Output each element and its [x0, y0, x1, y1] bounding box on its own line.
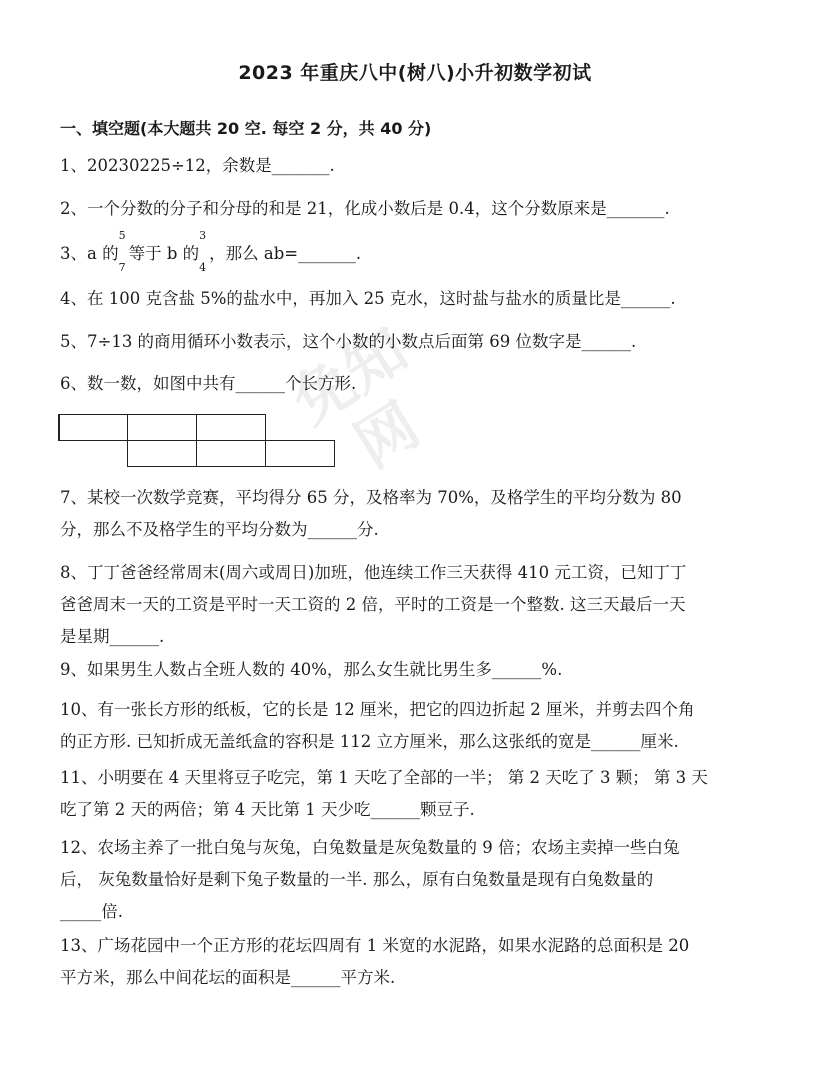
- fraction-denominator: 7: [118, 261, 126, 274]
- figure-cell: [196, 440, 266, 467]
- figure-cell: [265, 440, 335, 467]
- fraction-numerator: 3: [199, 229, 207, 242]
- figure-cell: [127, 414, 197, 441]
- question-3-text: [60, 229, 772, 274]
- question-11-line-2: 吃了第 2 天的两倍；第 4 天比第 1 天少吃______颗豆子.: [60, 800, 475, 819]
- fraction-numerator: 5: [118, 229, 126, 242]
- question-13-line-1: 13、广场花园中一个正方形的花坛四周有 1 米宽的水泥路，如果水泥路的总面积是 20: [60, 936, 690, 955]
- question-3-mid: 等于 b 的: [128, 244, 200, 263]
- figure-cell: [58, 414, 128, 441]
- question-2-text: 2、一个分数的分子和分母的和是 21，化成小数后是 0.4，这个分数原来是_______.: [60, 199, 670, 218]
- fraction-denominator: 4: [199, 261, 207, 274]
- question-11: [60, 762, 772, 826]
- question-7: [60, 482, 772, 546]
- question-9: [60, 654, 772, 686]
- question-8: [60, 557, 772, 653]
- question-3: [60, 229, 772, 274]
- fraction-3-4: [199, 229, 209, 274]
- watermark: 免知网: [280, 314, 432, 482]
- question-13-line-2: 平方米，那么中间花坛的面积是______平方米.: [60, 968, 396, 987]
- question-4-text: 4、在 100 克含盐 5%的盐水中，再加入 25 克水，这时盐与盐水的质量比是______.: [60, 289, 676, 308]
- figure-cell: [127, 440, 197, 467]
- question-10-line-2: 的正方形. 已知折成无盖纸盒的容积是 112 立方厘米，那么这张纸的宽是______厘米.: [60, 732, 679, 751]
- question-12-line-3: _____倍.: [60, 902, 123, 921]
- question-8-line-1: 8、丁丁爸爸经常周末(周六或周日)加班，他连续工作三天获得 410 元工资，已知丁丁: [60, 563, 687, 582]
- question-6: [60, 368, 772, 400]
- question-6-text: 6、数一数，如图中共有______个长方形.: [60, 374, 357, 393]
- figure-cell: [196, 414, 266, 441]
- question-7-line-2: 分，那么不及格学生的平均分数为______分.: [60, 520, 379, 539]
- question-11-line-1: 11、小明要在 4 天里将豆子吃完，第 1 天吃了全部的一半； 第 2 天吃了 3 颗； 第 3 天: [60, 768, 708, 787]
- rectangle-figure: [58, 414, 340, 470]
- question-10: [60, 694, 772, 758]
- question-3-prefix: 3、a 的: [60, 244, 119, 263]
- question-8-line-2: 爸爸周末一天的工资是平时一天工资的 2 倍，平时的工资是一个整数. 这三天最后一天: [60, 595, 686, 614]
- question-10-line-1: 10、有一张长方形的纸板，它的长是 12 厘米，把它的四边折起 2 厘米，并剪去四个角: [60, 700, 695, 719]
- question-1: [60, 150, 772, 182]
- question-7-line-1: 7、某校一次数学竞赛，平均得分 65 分，及格率为 70%，及格学生的平均分数为 80: [60, 488, 682, 507]
- question-9-text: 9、如果男生人数占全班人数的 40%，那么女生就比男生多______%.: [60, 660, 563, 679]
- question-1-text: 1、20230225÷12，余数是_______.: [60, 156, 335, 175]
- question-5-text: 5、7÷13 的商用循环小数表示，这个小数的小数点后面第 69 位数字是______.: [60, 332, 637, 351]
- page-title: 2023 年重庆八中(树八)小升初数学初试: [238, 62, 592, 84]
- question-5: [60, 326, 772, 358]
- question-3-suffix: ，那么 ab=_______.: [209, 244, 362, 263]
- question-8-line-3: 是星期______.: [60, 627, 165, 646]
- question-12-line-2: 后， 灰兔数量恰好是剩下兔子数量的一半. 那么，原有白兔数量是现有白兔数量的: [60, 870, 654, 889]
- question-12: [60, 832, 772, 928]
- fraction-5-7: [118, 229, 129, 274]
- section-heading: 一、填空题(本大题共 20 空. 每空 2 分，共 40 分): [60, 119, 432, 138]
- question-4: [60, 283, 772, 315]
- question-2: [60, 193, 772, 225]
- question-13: [60, 930, 772, 994]
- question-12-line-1: 12、农场主养了一批白兔与灰兔，白兔数量是灰兔数量的 9 倍；农场主卖掉一些白兔: [60, 838, 680, 857]
